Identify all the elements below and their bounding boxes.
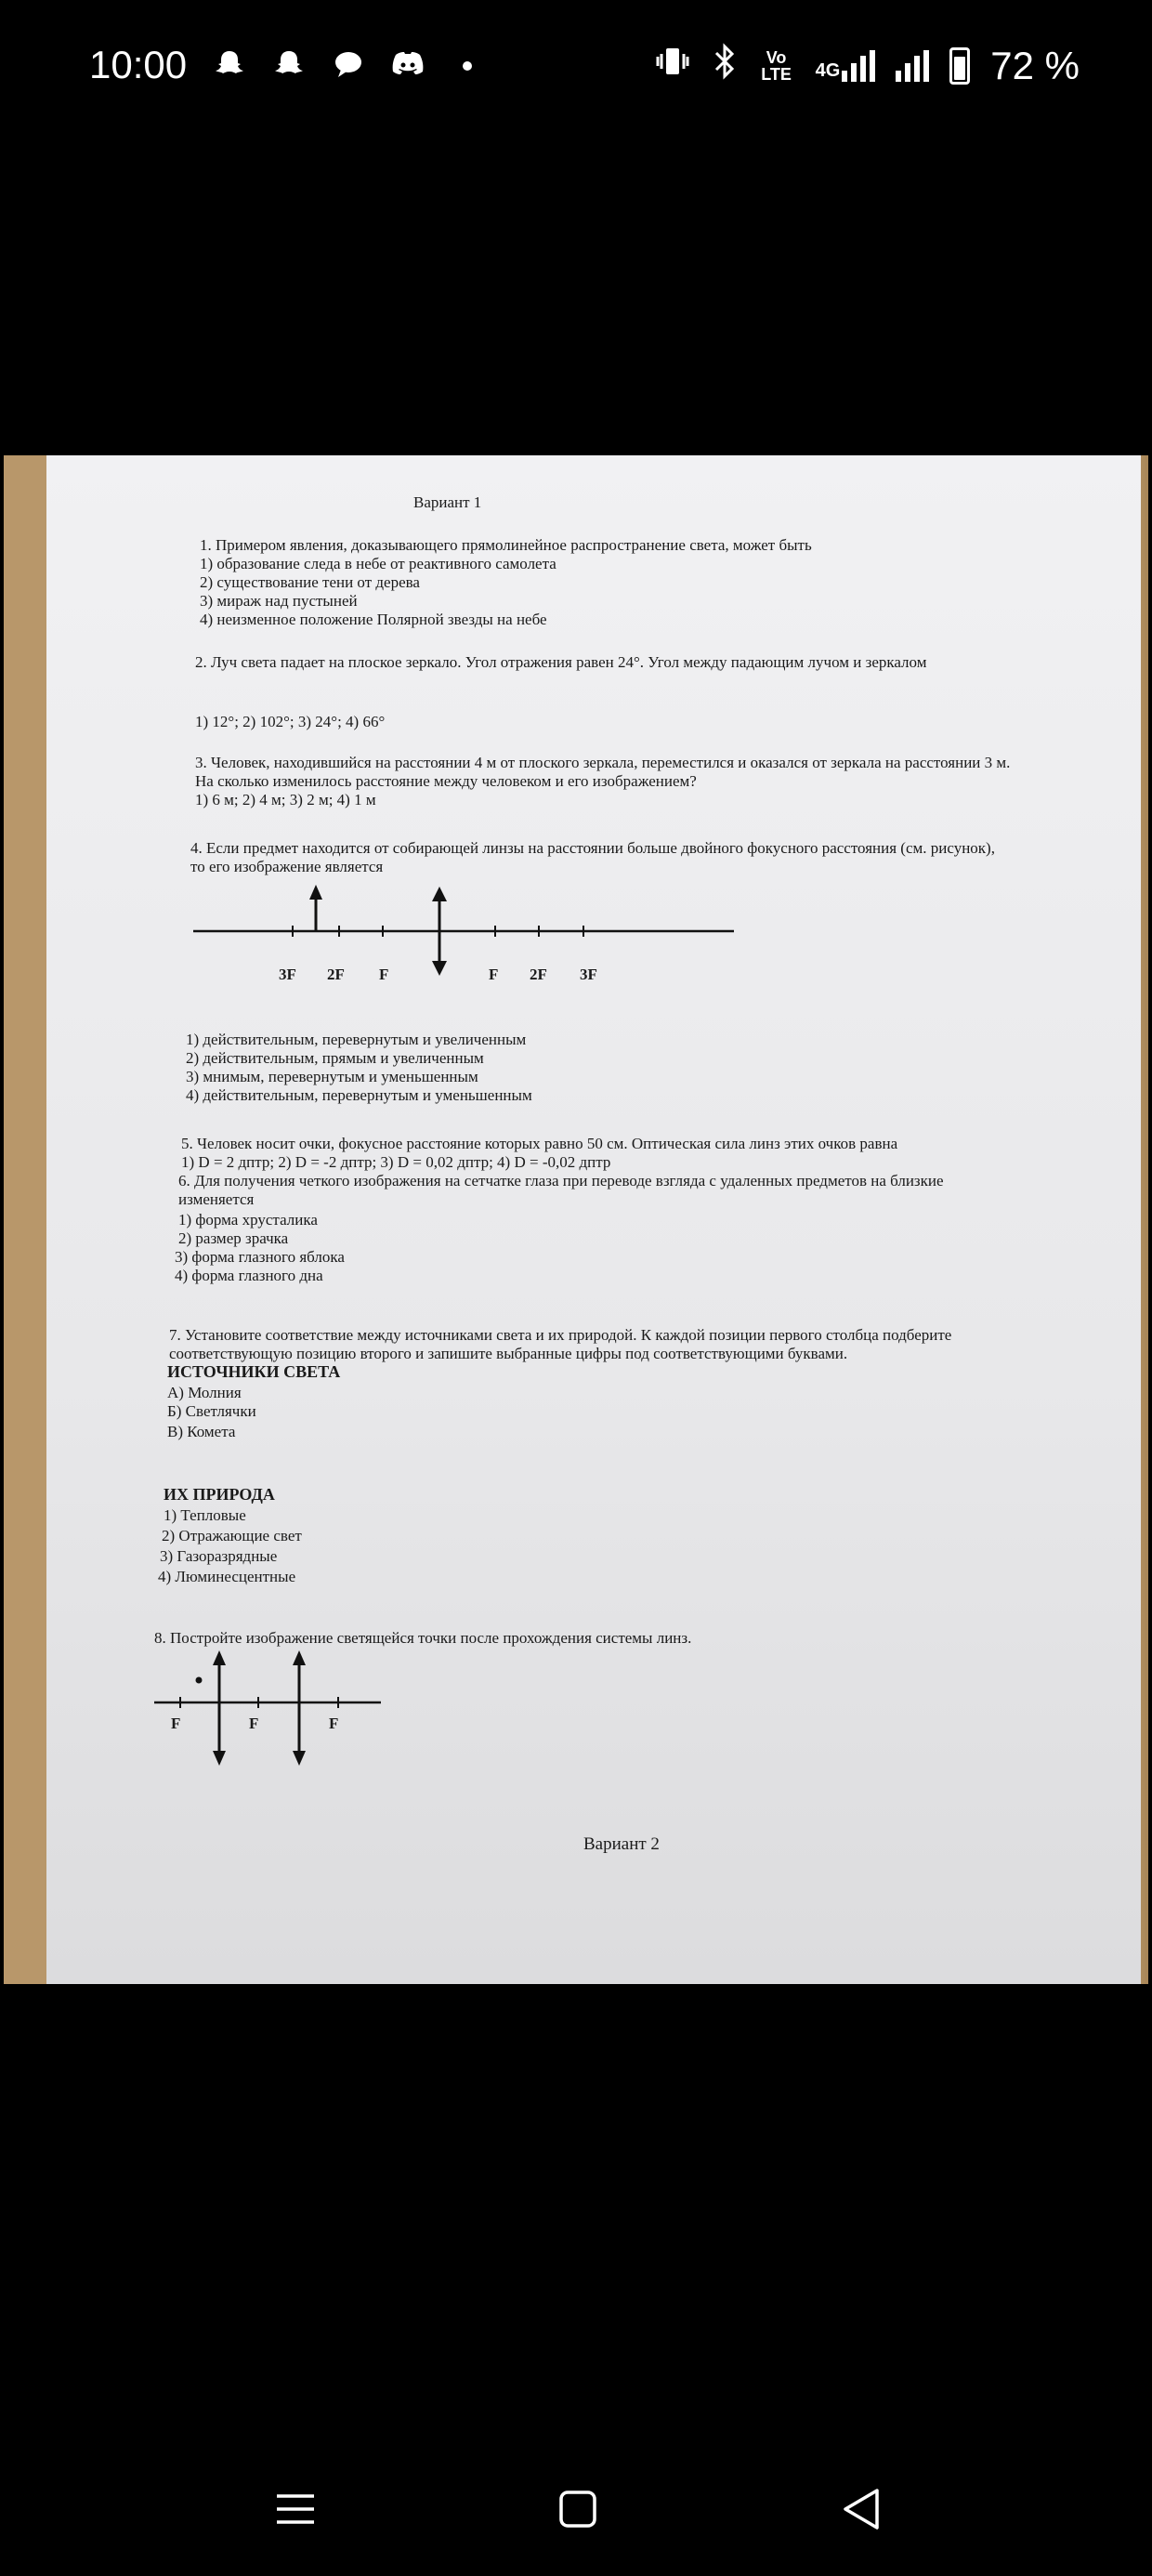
navigation-bar (0, 2453, 1152, 2556)
vibrate-icon (654, 43, 691, 88)
q3-options: 1) 6 м; 2) 4 м; 3) 2 м; 4) 1 м (195, 791, 376, 808)
axis-label: 2F (530, 966, 547, 983)
q2-options: 1) 12°; 2) 102°; 3) 24°; 4) 66° (195, 713, 386, 730)
discord-icon (390, 48, 425, 88)
snapchat-icon (212, 48, 247, 88)
q8-lens-diagram (149, 1647, 390, 1768)
q6-prompt: 6. Для получения четкого изображения на сетчатке глаза при переводе взгляда с удаленных предметов на близкие (178, 1172, 944, 1189)
nature-header: ИХ ПРИРОДА (164, 1485, 275, 1504)
mobile-data-indicator (816, 50, 876, 82)
variant-title: Вариант 1 (413, 493, 482, 511)
status-bar (0, 0, 1152, 139)
bluetooth-icon (712, 43, 738, 88)
q7-prompt: 7. Установите соответствие между источниками света и их природой. К каждой позиции первого столбца подберите (169, 1326, 952, 1344)
volte-icon: Vo LTE (761, 47, 792, 84)
q1-option: 2) существование тени от дерева (200, 573, 420, 591)
q4-option: 4) действительным, перевернутым и уменьшенным (186, 1086, 532, 1104)
nature-item: 4) Люминесцентные (158, 1568, 296, 1585)
signal-strength-icon-2 (896, 50, 929, 82)
q3-prompt: 3. Человек, находившийся на расстоянии 4 м от плоского зеркала, переместился и оказался от зеркала на расстоянии 3 м. (195, 754, 1011, 771)
sources-header: ИСТОЧНИКИ СВЕТА (167, 1362, 341, 1381)
q4-option: 3) мнимым, перевернутым и уменьшенным (186, 1068, 478, 1085)
network-type-label: 4G (815, 59, 841, 81)
q6-option: 4) форма глазного дна (175, 1267, 323, 1284)
system-status-icons (654, 43, 1080, 88)
signal-strength-icon (842, 50, 875, 82)
q2-prompt: 2. Луч света падает на плоское зеркало. Угол отражения равен 24°. Угол между падающим лучом и зеркалом (195, 653, 927, 671)
axis-label: F (329, 1715, 339, 1732)
nature-item: 2) Отражающие свет (162, 1527, 302, 1544)
home-button[interactable] (550, 2481, 606, 2537)
snapchat-icon (271, 48, 307, 88)
q8-prompt: 8. Постройте изображение светящейся точки после прохождения системы линз. (154, 1629, 692, 1647)
q4-prompt: 4. Если предмет находится от собирающей линзы на расстоянии больше двойного фокусного расстояния (см. рисунок), (190, 839, 995, 857)
q1-option: 4) неизменное положение Полярной звезды на небе (200, 611, 547, 628)
source-item: Б) Светлячки (167, 1402, 256, 1420)
menu-icon (268, 2481, 323, 2537)
exam-sheet (46, 455, 1141, 1984)
q1-option: 1) образование следа в небе от реактивного самолета (200, 555, 556, 572)
q4-prompt-cont: то его изображение является (190, 858, 384, 875)
variant2-title: Вариант 2 (583, 1834, 660, 1854)
battery-percent: 72 % (990, 43, 1080, 87)
axis-label: 2F (327, 966, 345, 983)
q6-prompt-cont: изменяется (178, 1190, 255, 1208)
back-icon (834, 2481, 890, 2537)
photo-viewer[interactable] (4, 455, 1148, 1984)
q1-option: 3) мираж над пустыней (200, 592, 358, 610)
chat-bubble-icon (331, 48, 366, 88)
axis-label: 3F (279, 966, 296, 983)
source-item: А) Молния (167, 1384, 242, 1401)
menu-button[interactable] (268, 2481, 323, 2537)
status-time: 10:00 (89, 43, 188, 86)
source-item: В) Комета (167, 1423, 236, 1440)
q4-option: 1) действительным, перевернутым и увеличенным (186, 1031, 527, 1048)
axis-label: F (171, 1715, 181, 1732)
luminous-point (196, 1677, 203, 1684)
nature-item: 3) Газоразрядные (160, 1547, 278, 1565)
q5-options: 1) D = 2 дптр; 2) D = -2 дптр; 3) D = 0,02 дптр; 4) D = -0,02 дптр (181, 1153, 611, 1171)
axis-label: F (489, 966, 499, 983)
q1-prompt: 1. Примером явления, доказывающего прямолинейное распространение света, может быть (200, 536, 812, 554)
dot-icon (450, 48, 485, 88)
q6-option: 3) форма глазного яблока (175, 1248, 345, 1266)
battery-icon (949, 47, 970, 85)
q3-prompt-cont: На сколько изменилось расстояние между человеком и его изображением? (195, 772, 697, 790)
q6-option: 1) форма хрусталика (178, 1211, 318, 1229)
home-icon (550, 2481, 606, 2537)
q7-prompt-cont: соответствующую позицию второго и запишите выбранные цифры под соответствующими буквами. (169, 1345, 848, 1362)
nature-item: 1) Тепловые (164, 1506, 246, 1524)
q6-option: 2) размер зрачка (178, 1229, 289, 1247)
q4-option: 2) действительным, прямым и увеличенным (186, 1049, 484, 1067)
q4-lens-diagram (186, 883, 743, 994)
axis-label: 3F (580, 966, 597, 983)
q5-prompt: 5. Человек носит очки, фокусное расстояние которых равно 50 см. Оптическая сила линз этих очков равна (181, 1135, 898, 1152)
notification-icons (212, 48, 485, 88)
axis-label: F (379, 966, 389, 983)
back-button[interactable] (834, 2481, 890, 2537)
axis-label: F (249, 1715, 259, 1732)
